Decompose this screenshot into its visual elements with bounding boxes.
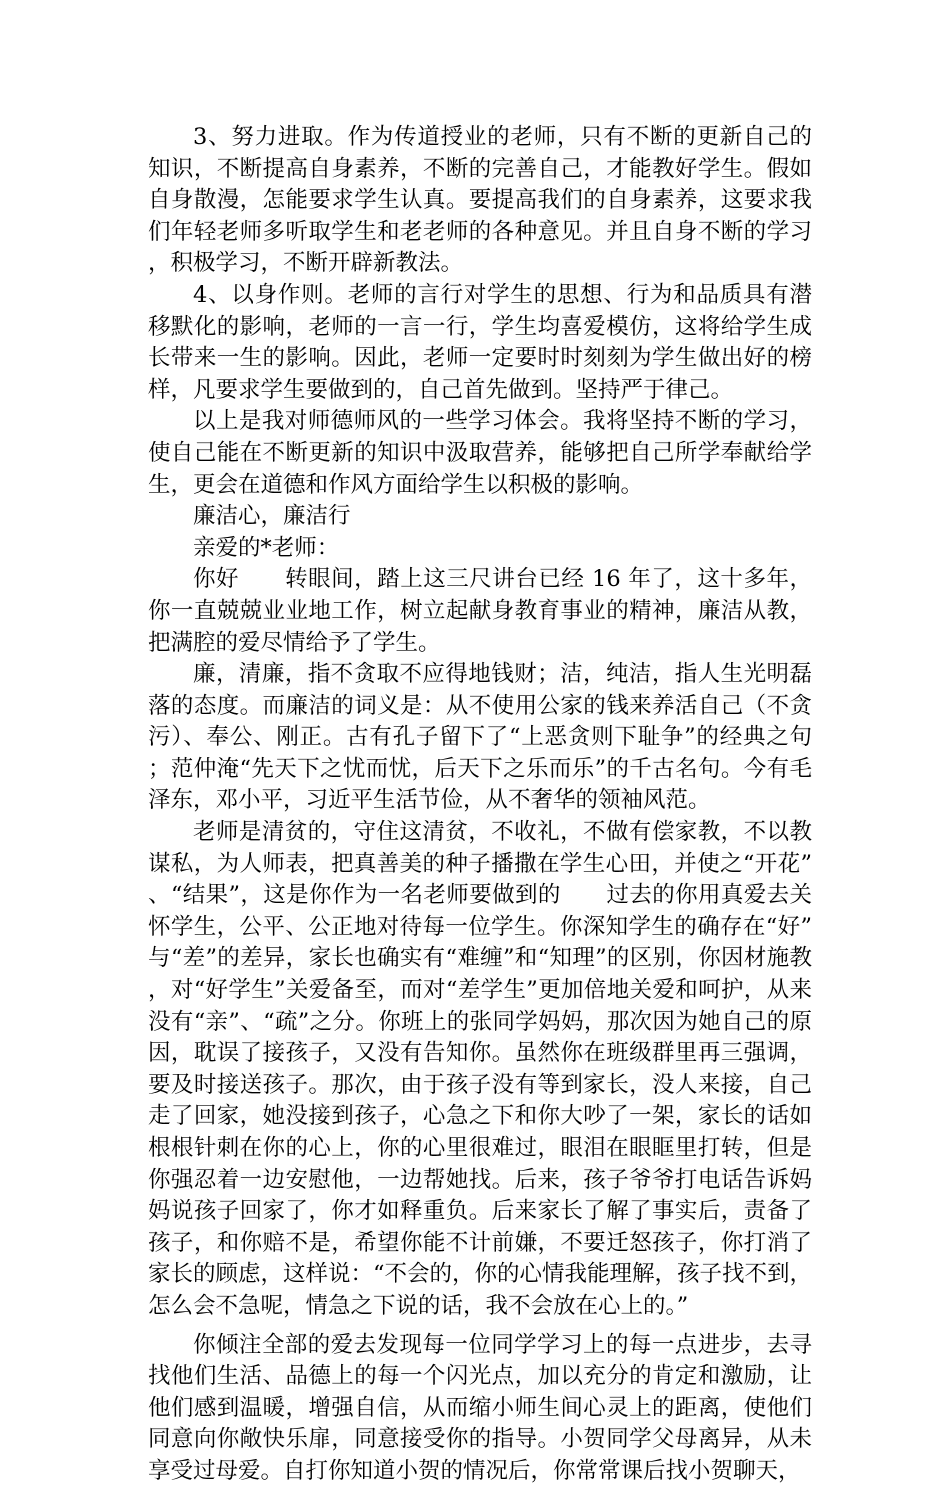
paragraph-greeting: 你好 转眼间，踏上这三尺讲台已经 16 年了，这十多年，你一直兢兢业业地工作，树立起献身教育事业的精神，廉洁从教，把满腔的爱尽情给予了学生。 bbox=[148, 566, 812, 656]
document-body bbox=[148, 122, 812, 1488]
paragraph-effort: 3、努力进取。作为传道授业的老师，只有不断的更新自己的知识，不断提高自身素养，不断的完善自己，才能教好学生。假如自身散漫，怎能要求学生认真。要提高我们的自身素养，这要求我们年轻老师多听取学生和老老师的各种意见。并且自身不断的学习，积极学习，不断开辟新教法。 bbox=[148, 124, 812, 277]
letter-salutation: 亲爱的*老师： bbox=[193, 534, 340, 561]
paragraph-lead-by-example: 4、以身作则。老师的言行对学生的思想、行为和品质具有潜移默化的影响，老师的一言一行，学生均喜爱模仿，这将给学生成长带来一生的影响。因此，老师一定要时时刻刻为学生做出好的榜样，凡要求学生要做到的，自己首先做到。坚持严于律己。 bbox=[148, 281, 812, 403]
paragraph-summary: 以上是我对师德师风的一些学习体会。我将坚持不断的学习，使自己能在不断更新的知识中汲取营养，能够把自己所学奉献给学生，更会在道德和作风方面给学生以积极的影响。 bbox=[148, 408, 812, 498]
paragraph-teacher-story: 老师是清贫的，守住这清贫，不收礼，不做有偿家教，不以教谋私，为人师表，把真善美的种子播撒在学生心田，并使之“开花”、“结果”，这是你作为一名老师要做到的 过去的你用真爱去关怀学生，公平、公正地对待每一位学生。你深知学生的确存在“好”与“差”的差异，家长也确实有“难缠”和“知理”的区别，你因材施教，对“好学生”关爱备至，而对“差学生”更加倍地关爱和呵护，从来没有“亲”、“疏”之分。你班上的张同学妈妈，那次因为她自己的原因，耽误了接孩子，又没有告知你。虽然你在班级群里再三强调，要及时接送孩子。那次，由于孩子没有等到家长，没人来接，自己走了回家，她没接到孩子，心急之下和你大吵了一架，家长的话如根根针刺在你的心上，你的心里很难过，眼泪在眼眶里打转，但是你强忍着一边安慰他，一边帮她找。后来，孩子爷爷打电话告诉妈妈说孩子回家了，你才如释重负。后来家长了解了事实后，责备了孩子，和你赔不是，希望你能不计前嫌，不要迁怒孩子，你打消了家长的顾虑，这样说：“不会的，你的心情我能理解，孩子找不到，怎么会不急呢，情急之下说的话，我不会放在心上的。” bbox=[148, 819, 813, 1319]
paragraph-encouragement: 你倾注全部的爱去发现每一位同学学习上的每一点进步，去寻找他们生活、品德上的每一个闪光点，加以充分的肯定和激励，让他们感到温暖，增强自信，从而缩小师生间心灵上的距离，使他们同意向你敞快乐扉，同意接受你的指导。小贺同学父母离异，从未享受过母爱。自打你知道小贺的情况后，你常常课后找小贺聊天， bbox=[148, 1331, 812, 1484]
paragraph-integrity-definition: 廉，清廉，指不贪取不应得地钱财；洁，纯洁，指人生光明磊落的态度。而廉洁的词义是：从不使用公家的钱来养活自己（不贪污）、奉公、刚正。古有孔子留下了“上恶贪则下耻争”的经典之句；范仲淹“先天下之忧而忧，后天下之乐而乐”的千古名句。今有毛泽东，邓小平，习近平生活节俭，从不奢华的领袖风范。 bbox=[148, 661, 812, 814]
section-heading: 廉洁心，廉洁行 bbox=[193, 503, 351, 530]
